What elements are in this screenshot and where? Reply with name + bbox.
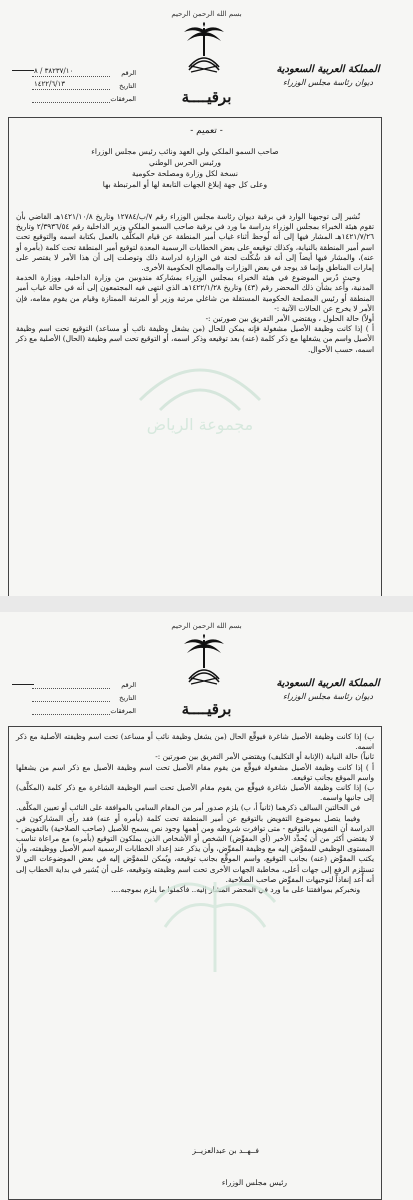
letter-body [16,732,374,895]
body-paragraph: وفيما يتصل بموضوع التفويض بالتوقيع عن أمير المنطقة تحت كلمة (بأمره أو عنه) فقد رأى المشاركون في الدراسة أن التفويض بالتوقيع - متى توافرت شروطه ومن أهمها وجود نص يسمح للأصيل (صاحب الصلاحية) بالتفويض - لا يقتضي أكثر من أن يُحدِّد الأخير (أي المفوِّض) الشخص أو الأشخاص الذين يملكون التوقيع (بأمره) مع مراعاة تناسب المستوى الوظيفي للمفوَّض إليه مع وظيفة المفوِّض، وأن يذكر عند إعداد الخطابات الرسمية اسم الأصيل ووظيفته، وأن يكتب المفوَّض (عنه) بجانب التوقيع، واسم الموقِّع بجانب توقيعه، ويُمكن للمفوَّض إليه في بعض الموضوعات التي لا تستلزم الرفع إلى جهات أعلى، مخاطبة الجهات الأخرى تحت اسم وظيفته وتوقيعه، على أن يُشير في بداية الخطاب إلى أنه أُعد إنفاذاً لتوجيهات المفوِّض صاحب الصلاحية. [16,813,374,884]
stamp-mark [12,70,34,71]
attachments-value [32,705,110,715]
body-paragraph: ثانياً) حالة النيابة (الإنابة أو التكليف) ويقتضي الأمر التفريق بين صورتين :- [155,752,374,762]
letter-body [16,212,374,355]
office-name: ديوان رئاسة مجلس الوزراء [283,692,373,701]
telegram-title: برقيــــة [181,88,232,106]
reference-number: ٣٨٢٣٧/١٠ / ٨ [32,67,110,77]
letter-page-1 [0,0,413,596]
office-name: ديوان رئاسة مجلس الوزراء [283,78,373,87]
watermark-text: مجموعة الرياض [146,415,254,434]
circular-label: - تعميم - [190,126,223,136]
addressee-line: نسخة لكل وزارة ومصلحة حكومية [132,169,238,178]
attachments-label: المرفقات [110,95,136,103]
addressee-line: صاحب السمو الملكي ولي العهد ونائب رئيس مجلس الوزراء [91,147,279,156]
reference-fields [32,676,136,715]
ministry-header [253,64,403,87]
kingdom-name: المملكة العربية السعودية [276,64,380,75]
date-label: التاريخ [119,694,136,702]
ministry-header [253,678,403,701]
attachments-value [32,93,110,103]
addressee-block [35,146,335,190]
attachments-label: المرفقات [110,707,136,715]
signature-name: فــهــد بن عبدالعزيــز [192,1146,259,1155]
body-paragraph: ونخبركم بموافقتنا على ما ورد في المحضر المشار إليه.. فأكملوا ما يلزم بموجبه.... [111,885,360,895]
reference-number [32,679,110,689]
signature-title: رئيس مجلس الوزراء [221,1178,287,1187]
number-label: الرقم [121,681,136,689]
basmala: بسم الله الرحمن الرحيم [171,622,242,630]
body-paragraph: ب) إذا كانت وظيفة الأصيل شاغرة فيوقِّع من يقوم مقام الأصيل تحت اسم الوظيفة الشاغرة مع ذكر كلمة (المكلَّف) إلى جانبها واسمه. [16,783,374,803]
emblem-palm-swords-icon [181,22,227,82]
date-label: التاريخ [119,82,136,90]
telegram-title: برقيــــة [181,700,232,718]
basmala: بسم الله الرحمن الرحيم [171,10,242,18]
reference-date: ١٤٢٢/٦/١٣ [32,80,110,90]
stamp-mark [12,684,34,685]
body-paragraph: أولاً) حالة الحلول ، ويقتضي الأمر التفريق بين صورتين :- [205,314,374,324]
body-paragraph: أ ) إذا كانت وظيفة الأصيل مشغولة فإنه يمكن للحال (من يشغل وظيفة نائب أو مساعد) التوقيع تحت اسم وظيفة الأصيل واسم من يشغلها مع ذكر كلمة (عنه) بعد توقيعه وذكر اسمه، أو التوقيع تحت اسم وظيفة (الحال) الأصلية مع ذكر اسمه، حسب الأحوال. [16,324,374,354]
letter-page-2 [0,612,413,1200]
body-paragraph: وحيث دُرس الموضوع في هيئة الخبراء بمجلس الوزراء بمشاركة مندوبين من وزارة الداخلية، ووزارة الخدمة المدنية، وأُعد بشأن ذلك المحضر رقم (٤٣) وتاريخ ١٤٢٢/١/٢٨هـ الذي انتهى فيه المجتمعون إلى أنه في حالة غياب أمير المنطقة أو رئيس المصلحة الحكومية المستقلة من شاغلي مرتبة وزير أو المرتبة الممتازة وقيام من يقوم مقامه، فإن الأمر لا يخرج عن الحالات الآتية :- [16,273,374,313]
addressee-line: وعلى كل جهة إبلاغ الجهات التابعة لها أو المرتبطة بها [102,180,268,189]
reference-date [32,692,110,702]
emblem-palm-swords-icon [181,634,227,694]
body-paragraph: في الحالتين السالف ذكرهما (ثانياً أ، ب) يلزم صدور أمر من المقام السامي بالموافقة على النائب أو تعيين المكلَّف. [16,803,360,813]
number-label: الرقم [121,69,136,77]
kingdom-name: المملكة العربية السعودية [276,678,380,689]
body-paragraph: أ ) إذا كانت وظيفة الأصيل مشغولة فيوقِّع من يقوم مقام الأصيل تحت اسم وظيفة الأصيل مع ذكر اسم من يشغلها واسم الموقع بجانب توقيعه. [16,762,374,782]
body-paragraph: نُشير إلى توجيهنا الوارد في برقية ديوان رئاسة مجلس الوزراء رقم ٧/ب/١٢٧٨٤ وتاريخ ١٤٢١/١٠/٨هـ القاضي بأن تقوم هيئة الخبراء بمجلس الوزراء بدراسة ما ورد في برقية صاحب السمو الملكي وزير الداخلية رقم ٢/٣٩٣٦/٥٤ وتاريخ ١٤٢١/٧/٢٦هـ المشار فيها إلى أنه لُوحظ أثناء غياب أمير المنطقة عن قيام المكلَّف بالعمل بكتابة اسمه والتوقيع تحت اسم أمير المنطقة بالنيابة، وكذلك توقيعه على بعض الخطابات الرسمية المعدة لتوقيع أمير المنطقة تحت كلمة (بأمره أو عنه)، والمشار فيها أيضاً إلى أنه قد شُكِّلت لجنة في الوزارة لدراسة ذلك وتوصلت إلى أن هذا الأمر لا يقتصر على إمارات المناطق وإنما قد يوجد في بعض الوزارات والمصالح الحكومية الأخرى. [16,212,374,273]
reference-fields [32,64,136,103]
addressee-line: ورئيس الحرس الوطني [148,158,222,167]
body-paragraph: ب) إذا كانت وظيفة الأصيل شاغرة فيوقِّع الحال (من يشغل وظيفة نائب أو مساعد) تحت اسم وظيفته الأصلية مع ذكر اسمه. [16,732,374,752]
